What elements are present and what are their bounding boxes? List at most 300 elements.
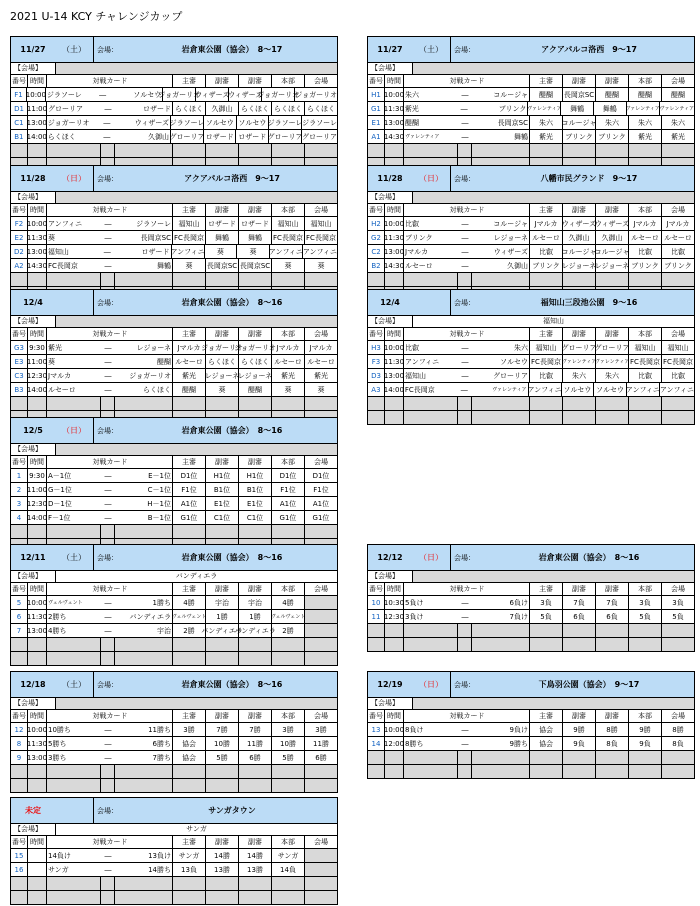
table-cell: 葵 — [237, 245, 270, 258]
empty-cell — [458, 273, 472, 286]
table-cell: 5勝 — [206, 751, 239, 764]
empty-cell — [101, 144, 115, 157]
column-header: 本部 — [272, 710, 305, 722]
empty-cell — [458, 751, 472, 764]
empty-cell — [206, 397, 239, 410]
block-header — [368, 37, 694, 63]
venue-name: 岩倉東公園（協会） 8〜16 — [538, 553, 640, 562]
table-cell: B1 — [11, 130, 28, 143]
empty-cell — [385, 411, 404, 424]
table-cell: B2 — [368, 259, 385, 272]
empty-cell — [472, 624, 530, 637]
table-cell: 葵 — [317, 261, 325, 270]
table-cell: 比叡 — [405, 219, 419, 228]
table-cell: ルセーロ — [173, 355, 206, 368]
table-cell: 11:00 — [28, 102, 47, 115]
column-header: 対戦カード — [47, 204, 173, 216]
empty-cell — [239, 144, 272, 157]
empty-cell — [368, 411, 385, 424]
venue-row-label: 【会場】 — [14, 825, 42, 833]
venue-name: アクアパルコ洛西 9〜17 — [541, 45, 637, 54]
empty-cell — [629, 411, 662, 424]
empty-cell — [629, 397, 662, 410]
column-header: 副審 — [239, 710, 272, 722]
empty-cell — [305, 144, 337, 157]
column-header: 会場 — [314, 458, 328, 466]
column-header: 番号 — [12, 330, 26, 338]
table-cell: 葵 — [206, 383, 239, 396]
table-cell: 朱六 — [671, 118, 685, 127]
empty-cell — [101, 765, 115, 778]
column-header: 副審 — [239, 583, 272, 595]
table-cell: 比叡 — [405, 343, 419, 352]
table-cell: ブリンク — [530, 259, 563, 272]
empty-cell — [28, 652, 47, 665]
table-cell: 葵 — [272, 259, 305, 272]
empty-row — [368, 765, 694, 779]
empty-cell — [115, 273, 173, 286]
empty-cell — [596, 144, 629, 157]
table-cell: 舞鶴 — [561, 102, 594, 115]
venue-row — [11, 192, 337, 204]
table-cell: ― — [104, 739, 112, 748]
table-cell: 比叡 — [671, 371, 685, 380]
table-cell — [305, 610, 337, 623]
empty-cell — [115, 765, 173, 778]
table-cell: 5負 — [672, 612, 684, 621]
table-cell: 6勝ち — [115, 737, 173, 750]
column-header: 主審 — [173, 75, 206, 87]
table-cell: ― — [104, 612, 112, 621]
empty-cell — [458, 624, 472, 637]
column-header: 番号 — [369, 712, 383, 720]
empty-cell — [11, 877, 28, 890]
table-cell: レジョーネ — [115, 341, 173, 354]
table-cell: らくほく — [272, 102, 305, 115]
table-cell: FC長岡京 — [530, 355, 563, 368]
empty-cell — [305, 525, 337, 538]
table-cell: F1位 — [272, 483, 305, 496]
empty-cell — [472, 411, 530, 424]
column-header: 会場 — [671, 585, 685, 593]
empty-cell — [173, 877, 206, 890]
table-cell: 舞鶴 — [594, 102, 627, 115]
empty-cell — [472, 273, 530, 286]
column-header-row — [11, 583, 337, 596]
empty-cell — [458, 144, 472, 157]
table-cell: 福知山 — [173, 217, 206, 230]
table-cell: ウィザーズ — [114, 116, 171, 129]
venue-label: 会場： — [93, 798, 127, 823]
empty-cell — [563, 624, 596, 637]
table-cell: 10勝 — [272, 737, 305, 750]
empty-cell — [629, 765, 662, 778]
table-cell: 14:30 — [385, 130, 404, 143]
table-cell: A1位 — [272, 497, 305, 510]
venue-value — [412, 192, 694, 203]
column-header: 時間 — [385, 204, 404, 216]
table-row — [11, 217, 337, 231]
table-cell: FC長岡京 — [272, 231, 305, 244]
table-cell: 8 — [11, 737, 28, 750]
table-row — [368, 102, 694, 116]
table-cell: アンフィニ — [529, 383, 562, 396]
table-cell: 朱六 — [405, 90, 419, 99]
table-cell: ソルセウ — [472, 355, 530, 368]
table-cell: 紫光 — [272, 369, 305, 382]
table-cell: 10:30 — [385, 596, 404, 609]
table-cell: ウィザーズ — [196, 88, 229, 101]
table-cell: ジラソーレ — [302, 118, 337, 127]
table-cell: ルセーロ — [629, 231, 662, 244]
column-header: 会場 — [671, 330, 685, 338]
empty-cell — [563, 144, 596, 157]
empty-cell — [368, 397, 385, 410]
table-cell: 16 — [11, 863, 28, 876]
table-cell: 朱六 — [472, 341, 530, 354]
table-cell: サンガ — [48, 865, 69, 874]
table-row — [11, 511, 337, 525]
table-cell: 10:00 — [28, 596, 47, 609]
empty-cell — [530, 273, 563, 286]
table-cell: E－1位 — [115, 469, 173, 482]
match-date: 12/4 — [23, 298, 43, 307]
table-cell: ブリンク — [405, 233, 433, 242]
column-header-row — [368, 75, 694, 88]
table-cell: FC長岡京 — [306, 233, 336, 242]
table-cell: ― — [103, 118, 111, 127]
table-cell: B1位 — [239, 483, 272, 496]
empty-cell — [272, 891, 305, 904]
column-header-row — [11, 204, 337, 217]
match-block — [10, 544, 338, 666]
column-header: 副審 — [206, 836, 239, 848]
table-cell: 5負 — [530, 610, 563, 623]
table-cell: 朱六 — [629, 116, 662, 129]
empty-cell — [662, 144, 694, 157]
column-header: 副審 — [563, 204, 596, 216]
empty-cell — [596, 273, 629, 286]
empty-cell — [629, 751, 662, 764]
column-header: 副審 — [563, 710, 596, 722]
table-cell: グローリア — [302, 132, 338, 141]
table-cell: 紫光 — [48, 343, 62, 352]
table-cell: 7勝 — [206, 723, 239, 736]
table-row — [11, 369, 337, 383]
table-cell: A1 — [368, 130, 385, 143]
column-header: 主審 — [530, 204, 563, 216]
column-header-row — [368, 583, 694, 596]
column-header: 主審 — [530, 328, 563, 340]
column-header: 副審 — [563, 583, 596, 595]
empty-cell — [404, 144, 458, 157]
empty-cell — [596, 638, 629, 651]
table-cell: 紫光 — [173, 369, 206, 382]
table-cell: 12 — [11, 723, 28, 736]
venue-name: 八幡市民グランド 9〜17 — [540, 174, 638, 183]
match-date: 11/27 — [20, 45, 46, 54]
venue-label: 会場： — [93, 37, 127, 62]
table-row — [368, 610, 694, 624]
venue-value — [55, 444, 337, 455]
table-cell: ヴェルヴェント — [173, 610, 206, 623]
table-cell: ルセーロ — [48, 385, 76, 394]
table-cell: レジョーネ — [563, 259, 596, 272]
table-cell: ルセーロ — [405, 261, 433, 270]
empty-cell — [173, 525, 206, 538]
table-cell: 葵 — [205, 245, 238, 258]
venue-label: 会場： — [450, 37, 484, 62]
empty-cell — [385, 765, 404, 778]
empty-cell — [206, 638, 239, 651]
block-header — [11, 290, 337, 316]
column-header: 会場 — [671, 206, 685, 214]
table-cell: 9勝 — [629, 723, 662, 736]
table-cell: H－1位 — [115, 497, 173, 510]
empty-cell — [115, 525, 173, 538]
table-cell: ウィザーズ — [229, 88, 262, 101]
table-cell: 宇治 — [239, 596, 272, 609]
empty-cell — [404, 751, 458, 764]
table-cell: ― — [461, 261, 469, 270]
empty-cell — [305, 779, 337, 792]
table-row — [11, 88, 337, 102]
venue-value — [55, 192, 337, 203]
empty-row — [11, 638, 337, 652]
table-cell: 醍醐 — [115, 355, 173, 368]
empty-cell — [472, 751, 530, 764]
venue-row-label: 【会場】 — [14, 193, 42, 201]
page-title: 2021 U-14 KCY チャレンジカップ — [10, 10, 183, 23]
table-cell: 12:30 — [28, 497, 47, 510]
empty-cell — [239, 877, 272, 890]
table-cell: 7負 — [596, 596, 629, 609]
table-cell: ロザード — [239, 217, 272, 230]
venue-row — [11, 698, 337, 710]
column-header: 会場 — [314, 712, 328, 720]
table-cell: 12:30 — [28, 369, 47, 382]
block-header — [368, 166, 694, 192]
empty-cell — [11, 525, 28, 538]
block-header — [11, 418, 337, 444]
table-cell: ヴァレンティア — [528, 102, 561, 115]
empty-cell — [385, 397, 404, 410]
table-cell: ヴァレンティア — [627, 102, 660, 115]
table-cell: E2 — [11, 231, 28, 244]
venue-row-label: 【会場】 — [371, 64, 399, 72]
table-cell: G1 — [368, 102, 385, 115]
block-header — [11, 672, 337, 698]
venue-row-label: 【会場】 — [371, 193, 399, 201]
table-row — [11, 723, 337, 737]
table-cell: ヴァレンティア — [659, 106, 694, 112]
table-cell: ― — [104, 865, 112, 874]
table-cell: 2勝ち — [48, 612, 67, 621]
table-cell: C－1位 — [115, 483, 173, 496]
weekday: （土） — [62, 680, 86, 689]
table-cell: ジョガーリオ — [206, 341, 239, 354]
table-cell: H1位 — [239, 469, 272, 482]
column-header: 対戦カード — [47, 75, 173, 87]
table-cell: FC長岡京 — [48, 261, 78, 270]
table-cell: 協会 — [530, 723, 563, 736]
match-block — [10, 417, 338, 553]
column-header: 対戦カード — [47, 710, 173, 722]
table-cell: 11:30 — [28, 231, 47, 244]
table-cell: 5負 — [629, 610, 662, 623]
table-cell: 10勝 — [206, 737, 239, 750]
table-row — [368, 369, 694, 383]
match-block — [10, 289, 338, 425]
table-cell: 9負け — [472, 723, 530, 736]
weekday: （土） — [419, 45, 443, 54]
table-cell: 舞鶴 — [472, 130, 530, 143]
table-cell: ヴェルヴェント — [48, 600, 83, 606]
venue-name: 下鳥羽公園（協会） 9〜17 — [538, 680, 640, 689]
empty-cell — [530, 638, 563, 651]
table-cell: 5 — [11, 596, 28, 609]
empty-cell — [11, 779, 28, 792]
table-cell: 葵 — [272, 383, 305, 396]
match-block — [10, 165, 338, 301]
column-header: 副審 — [596, 204, 629, 216]
table-row — [11, 737, 337, 751]
table-cell: 9勝ち — [472, 737, 530, 750]
empty-cell — [101, 877, 115, 890]
table-cell: らくほく — [307, 104, 335, 113]
block-header — [11, 545, 337, 571]
column-header-row — [11, 836, 337, 849]
table-cell: 10:00 — [28, 723, 47, 736]
venue-row — [11, 571, 337, 583]
table-cell: ソルセウ — [109, 88, 163, 101]
table-cell: ブリンク — [664, 261, 692, 270]
venue-label: 会場： — [93, 672, 127, 697]
venue-row-label: 【会場】 — [14, 572, 42, 580]
table-cell: 長岡京SC — [472, 116, 530, 129]
table-cell: 醍醐 — [405, 118, 419, 127]
empty-cell — [368, 638, 385, 651]
table-cell: ジョガーリオ — [163, 88, 196, 101]
table-cell: F3 — [368, 355, 385, 368]
table-cell: 11:30 — [385, 355, 404, 368]
match-date: 12/12 — [377, 553, 403, 562]
venue-label: 会場： — [93, 290, 127, 315]
empty-cell — [101, 273, 115, 286]
table-cell: らくほく — [239, 102, 272, 115]
table-cell: A1位 — [173, 497, 206, 510]
weekday: （日） — [419, 680, 443, 689]
venue-row — [368, 698, 694, 710]
table-cell: 3負 — [672, 598, 684, 607]
table-cell: 11:30 — [28, 610, 47, 623]
empty-cell — [115, 891, 173, 904]
table-cell: ヴァレンティア — [596, 355, 629, 368]
table-cell — [305, 863, 337, 876]
table-cell: 比叡 — [530, 369, 563, 382]
table-cell: 13勝 — [239, 863, 272, 876]
table-cell: 8負 — [672, 739, 684, 748]
column-header: 対戦カード — [404, 710, 530, 722]
venue-label: 会場： — [450, 545, 484, 570]
empty-cell — [458, 411, 472, 424]
table-cell: 14 — [368, 737, 385, 750]
venue-name: 福知山三段池公園 9〜16 — [540, 298, 638, 307]
table-cell: 紫光 — [629, 130, 662, 143]
table-cell: G3 — [11, 341, 28, 354]
empty-cell — [404, 638, 458, 651]
empty-cell — [173, 779, 206, 792]
column-header: 副審 — [239, 75, 272, 87]
table-cell: ― — [461, 598, 469, 607]
block-header — [11, 37, 337, 63]
empty-cell — [596, 751, 629, 764]
column-header: 副審 — [239, 836, 272, 848]
empty-cell — [563, 751, 596, 764]
table-cell: 宇治 — [206, 596, 239, 609]
column-header: 対戦カード — [404, 75, 530, 87]
table-cell: A2 — [11, 259, 28, 272]
empty-cell — [101, 891, 115, 904]
table-cell: らくほく — [173, 102, 206, 115]
table-cell: B3 — [11, 383, 28, 396]
empty-cell — [629, 638, 662, 651]
column-header: 時間 — [28, 75, 47, 87]
table-cell: グローリア — [563, 341, 596, 354]
table-row — [11, 355, 337, 369]
table-cell: Jマルカ — [173, 341, 206, 354]
empty-cell — [530, 765, 563, 778]
column-header: 副審 — [596, 75, 629, 87]
empty-cell — [305, 891, 337, 904]
empty-cell — [563, 397, 596, 410]
table-cell: ロザード — [204, 130, 237, 143]
empty-cell — [173, 765, 206, 778]
table-cell: G－1位 — [48, 485, 72, 494]
empty-cell — [101, 779, 115, 792]
table-cell: 8勝ち — [405, 739, 424, 748]
match-block — [10, 36, 338, 172]
table-row — [11, 863, 337, 877]
table-cell: 紫光 — [671, 132, 685, 141]
table-cell: らくほく — [206, 355, 239, 368]
table-cell: 久御山 — [472, 259, 530, 272]
empty-cell — [11, 638, 28, 651]
empty-cell — [239, 397, 272, 410]
column-header: 副審 — [206, 456, 239, 468]
empty-cell — [115, 779, 173, 792]
table-row — [368, 130, 694, 144]
table-row — [368, 259, 694, 273]
table-cell: 福知山 — [272, 217, 305, 230]
table-cell: ブリンク — [563, 130, 596, 143]
table-row — [11, 497, 337, 511]
weekday — [412, 290, 450, 315]
table-cell: 6勝 — [239, 751, 272, 764]
table-cell: 7負け — [472, 610, 530, 623]
table-cell: 13:00 — [28, 245, 47, 258]
table-cell: 4勝 — [272, 596, 305, 609]
table-cell: B－1位 — [115, 511, 173, 524]
venue-row — [368, 63, 694, 75]
table-cell: 3負 — [530, 596, 563, 609]
table-cell: 1 — [11, 469, 28, 482]
table-cell: 2勝 — [272, 624, 305, 637]
empty-row — [368, 144, 694, 158]
table-cell: ロザード — [114, 245, 171, 258]
table-cell: C1 — [11, 116, 28, 129]
table-cell: 12:30 — [385, 610, 404, 623]
